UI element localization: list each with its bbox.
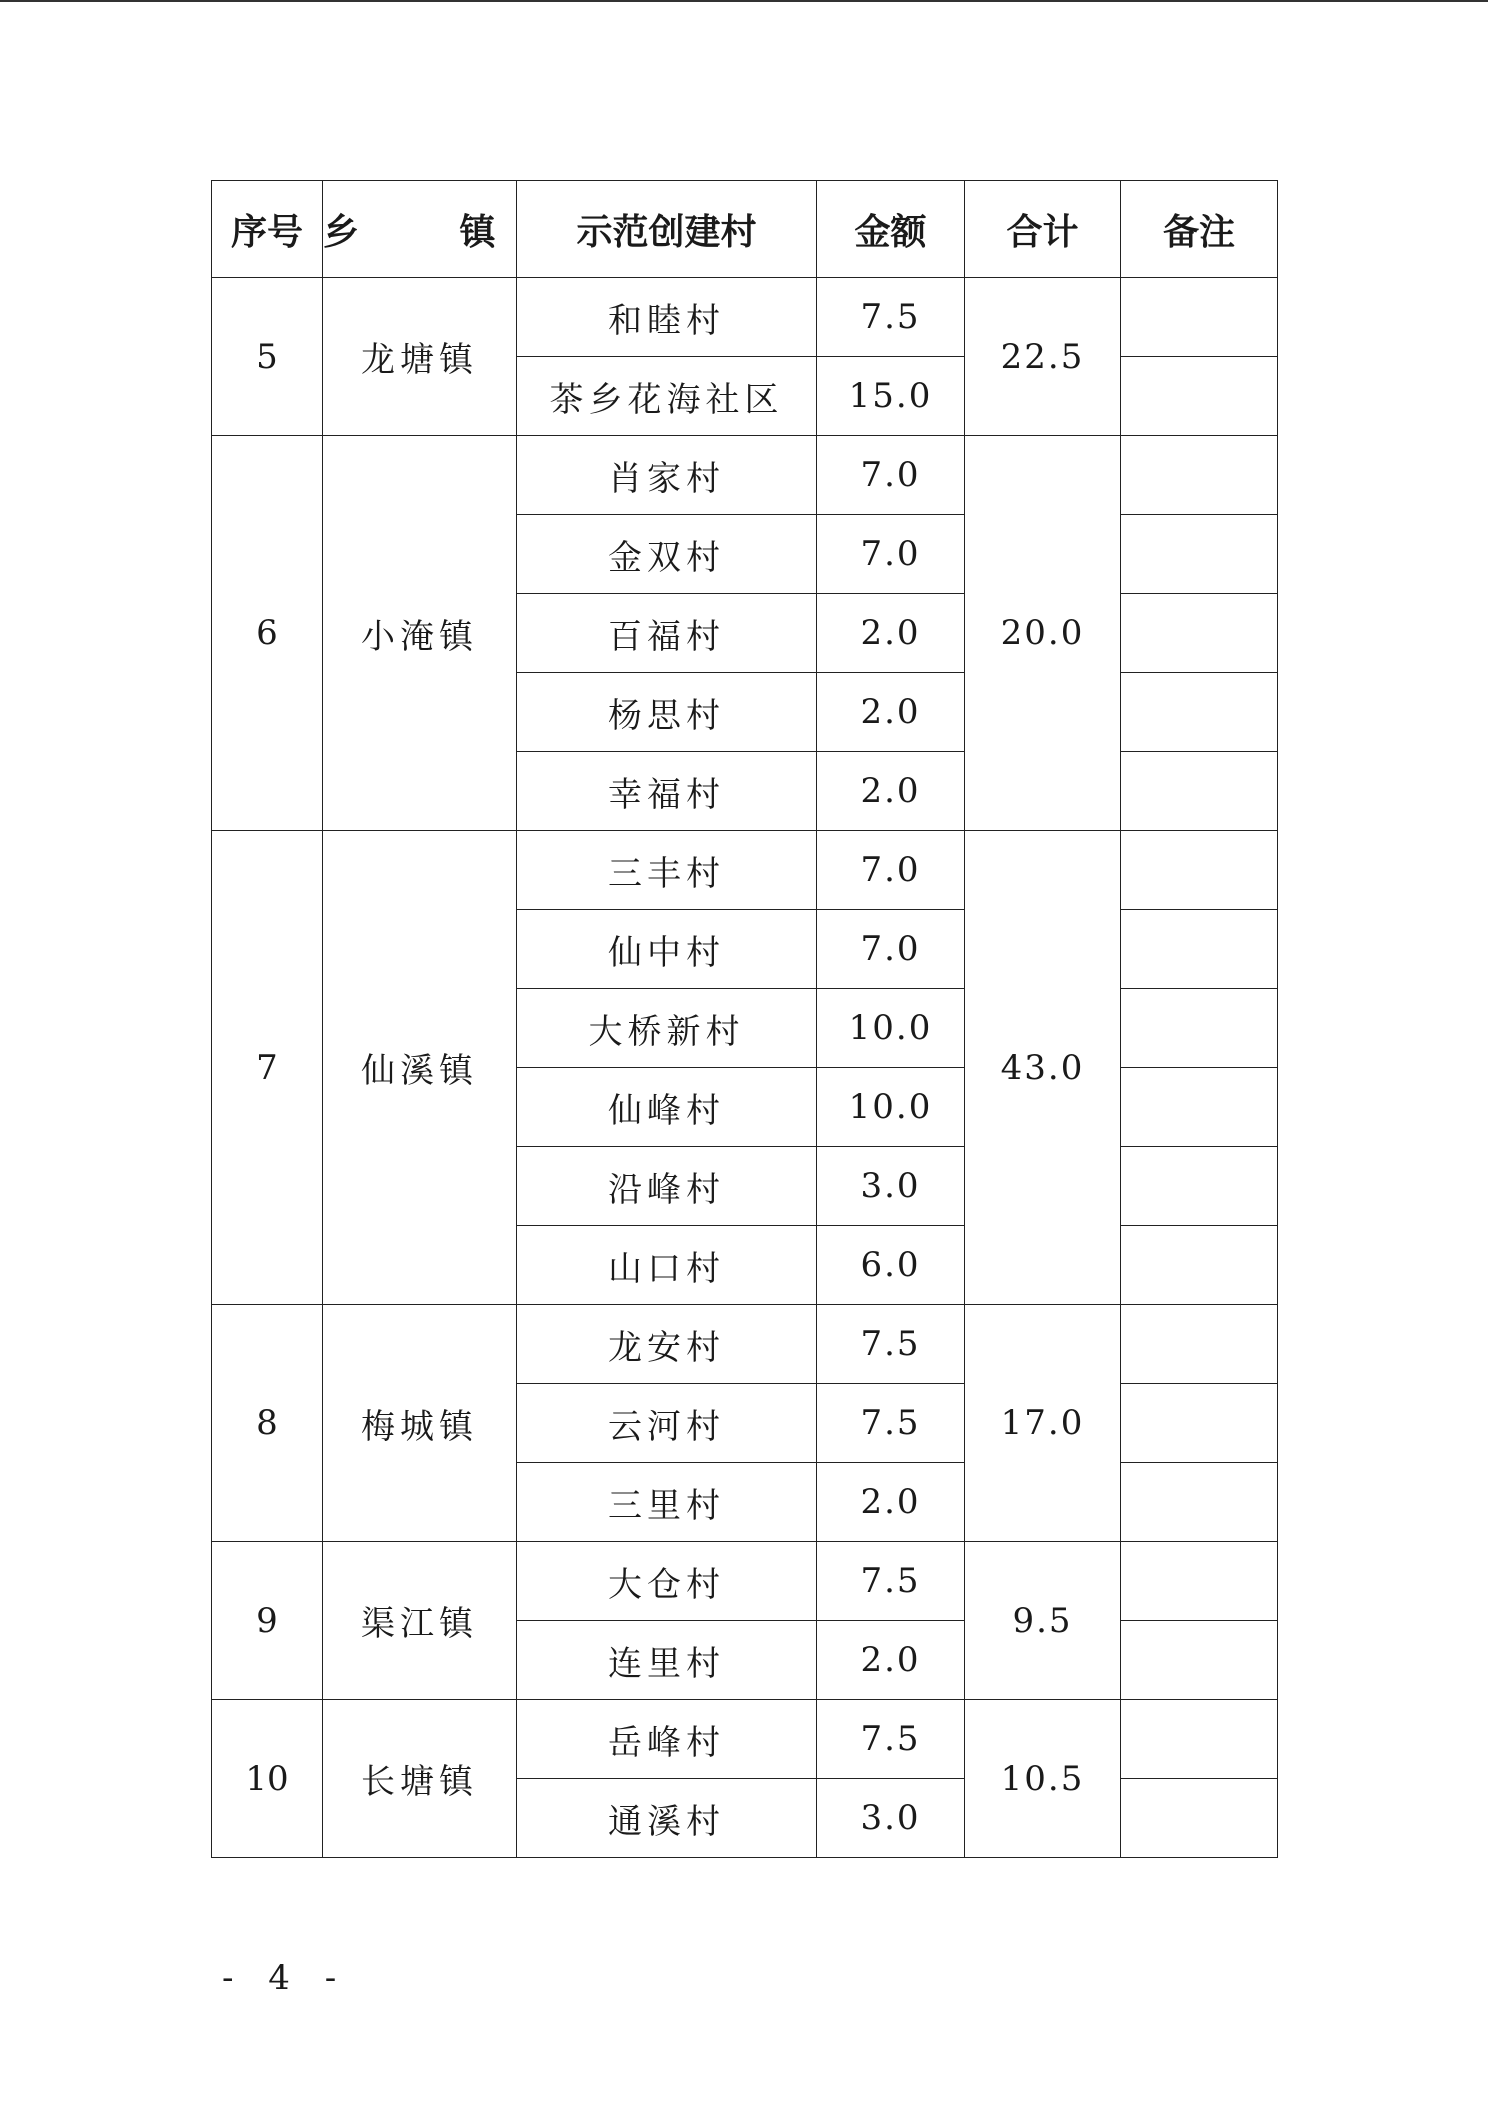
cell-remark [1121,1700,1278,1779]
cell-amount: 10.0 [817,1068,965,1147]
header-amount: 金额 [817,181,965,278]
cell-village: 连里村 [517,1621,817,1700]
cell-village: 沿峰村 [517,1147,817,1226]
cell-town: 梅城镇 [323,1305,517,1542]
header-village: 示范创建村 [517,181,817,278]
cell-town: 渠江镇 [323,1542,517,1700]
table-row [212,1700,1278,1779]
cell-amount: 7.5 [817,1700,965,1779]
cell-index: 7 [212,831,323,1305]
header-remark: 备注 [1121,181,1278,278]
cell-remark [1121,752,1278,831]
cell-village: 百福村 [517,594,817,673]
cell-amount: 2.0 [817,1463,965,1542]
cell-village: 山口村 [517,1226,817,1305]
cell-village: 金双村 [517,515,817,594]
cell-remark [1121,515,1278,594]
cell-amount: 7.5 [817,1305,965,1384]
table-header-row [212,181,1278,278]
cell-total: 17.0 [965,1305,1121,1542]
cell-amount: 7.5 [817,1542,965,1621]
cell-amount: 2.0 [817,752,965,831]
cell-town: 小淹镇 [323,436,517,831]
cell-town: 龙塘镇 [323,278,517,436]
cell-town: 长塘镇 [323,1700,517,1858]
cell-town: 仙溪镇 [323,831,517,1305]
cell-remark [1121,1463,1278,1542]
cell-remark [1121,673,1278,752]
table-row [212,278,1278,357]
table-row [212,436,1278,515]
cell-amount: 7.0 [817,831,965,910]
cell-remark [1121,278,1278,357]
allocation-table [211,180,1278,1858]
table-row [212,831,1278,910]
cell-amount: 3.0 [817,1147,965,1226]
cell-index: 8 [212,1305,323,1542]
cell-amount: 7.0 [817,436,965,515]
cell-remark [1121,1147,1278,1226]
cell-amount: 7.0 [817,910,965,989]
table-body [212,278,1278,1858]
cell-amount: 6.0 [817,1226,965,1305]
cell-remark [1121,910,1278,989]
cell-amount: 7.5 [817,278,965,357]
cell-village: 肖家村 [517,436,817,515]
header-index: 序号 [212,181,323,278]
cell-remark [1121,1621,1278,1700]
header-total: 合计 [965,181,1121,278]
header-town: 乡 镇 [323,181,517,278]
cell-remark [1121,1305,1278,1384]
cell-total: 20.0 [965,436,1121,831]
cell-amount: 2.0 [817,1621,965,1700]
cell-remark [1121,594,1278,673]
cell-village: 三丰村 [517,831,817,910]
cell-village: 龙安村 [517,1305,817,1384]
cell-village: 仙中村 [517,910,817,989]
cell-index: 6 [212,436,323,831]
cell-amount: 7.0 [817,515,965,594]
cell-village: 杨思村 [517,673,817,752]
cell-amount: 15.0 [817,357,965,436]
cell-remark [1121,436,1278,515]
cell-village: 大桥新村 [517,989,817,1068]
cell-remark [1121,831,1278,910]
cell-index: 9 [212,1542,323,1700]
cell-village: 茶乡花海社区 [517,357,817,436]
cell-remark [1121,1542,1278,1621]
cell-village: 岳峰村 [517,1700,817,1779]
cell-village: 和睦村 [517,278,817,357]
cell-total: 10.5 [965,1700,1121,1858]
cell-remark [1121,989,1278,1068]
cell-remark [1121,1226,1278,1305]
cell-village: 大仓村 [517,1542,817,1621]
cell-total: 22.5 [965,278,1121,436]
cell-total: 43.0 [965,831,1121,1305]
cell-amount: 3.0 [817,1779,965,1858]
cell-remark [1121,1779,1278,1858]
cell-remark [1121,357,1278,436]
cell-remark [1121,1068,1278,1147]
cell-total: 9.5 [965,1542,1121,1700]
cell-index: 10 [212,1700,323,1858]
cell-village: 三里村 [517,1463,817,1542]
table-row [212,1305,1278,1384]
page-number: - 4 - [222,1958,349,1998]
cell-amount: 2.0 [817,594,965,673]
cell-village: 通溪村 [517,1779,817,1858]
cell-village: 仙峰村 [517,1068,817,1147]
cell-village: 云河村 [517,1384,817,1463]
table-row [212,1542,1278,1621]
cell-remark [1121,1384,1278,1463]
cell-index: 5 [212,278,323,436]
cell-amount: 2.0 [817,673,965,752]
cell-village: 幸福村 [517,752,817,831]
cell-amount: 7.5 [817,1384,965,1463]
cell-amount: 10.0 [817,989,965,1068]
